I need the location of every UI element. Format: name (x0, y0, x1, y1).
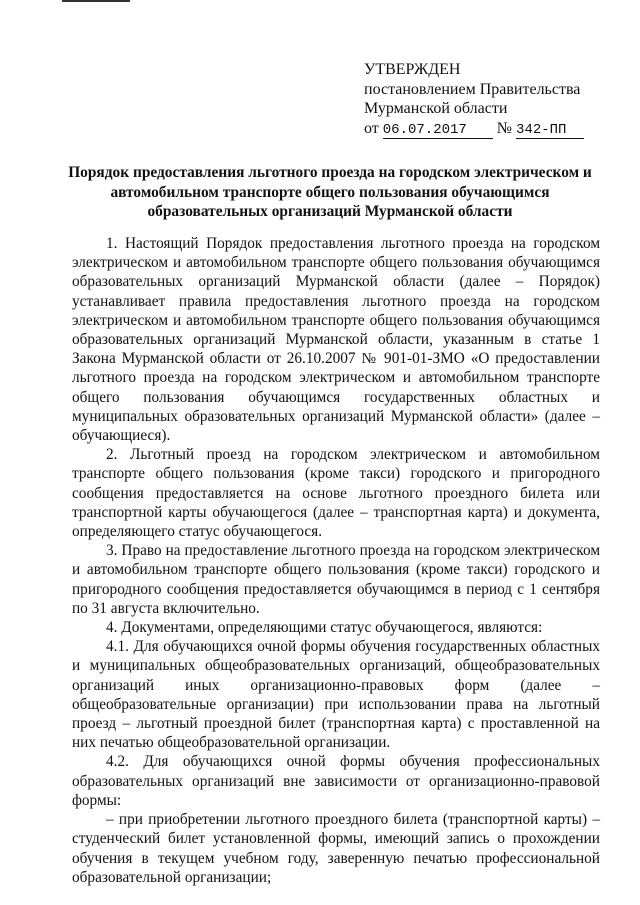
paragraph-4: 4. Документами, определяющими статус обучающегося, являются: (106, 619, 543, 637)
paragraph-4-2-item: – при приобретении льготного проездного билета (транспортной карты) – студенческий билет установленной формы, имеющий запись о прохождении обучения в текущем учебном году, заверенную печатью профессиональной образовательной организации; (72, 811, 600, 886)
approval-block (364, 60, 584, 139)
approval-number: 342-ПП (516, 121, 567, 138)
approval-date: 06.07.2017 (382, 121, 467, 138)
number-field (516, 121, 584, 139)
paragraph-4-1: 4.1. Для обучающихся очной формы обучения государственных областных и муниципальных общеобразовательных организаций, общеобразовательных организаций иных организационно-правовых форм (далее – общеобразовательные организации) при использовании права на льготный проезд – льготный проездной билет (транспортная карта) с проставленной на них печатью общеобразовательной организации. (72, 638, 600, 752)
paragraph-1: 1. Настоящий Порядок предоставления льготного проезда на городском электрическом и автомобильном транспорте общего пользования обучающимся образовательных организаций Мурманской области (далее – Порядок) устанавливает правила предоставления льготного проезда на городском электрическом и автомобильном транспорте общего пользования обучающимся образовательных организаций Мурманской области, указанным в статье 1 Закона Мурманской области от 26.10.2007 № 901-01-ЗМО «О предоставлении льготного проезда на городском электрическом и автомобильном транспорте общего пользования обучающимся государственных областных и муниципальных образовательных организаций Мурманской области» (далее – обучающиеся). (72, 235, 600, 445)
approval-line-2: Мурманской области (364, 100, 508, 117)
number-prefix: № (496, 119, 513, 137)
paragraph-3: 3. Право на предоставление льготного проезда на городском электрическом и автомобильном транспорте общего пользования (кроме такси) городского и пригородного сообщения предоставляется обучающимся в период с 1 сентября по 31 августа включительно. (72, 542, 600, 617)
date-field (383, 121, 493, 139)
approval-date-line (364, 119, 584, 139)
approval-heading: УТВЕРЖДЕН (364, 61, 461, 78)
document-title: Порядок предоставления льготного проезда на городском электрическом и автомобильном транспорте общего пользования обучающимся образовательных организаций Мурманской области (68, 164, 592, 220)
document-body (72, 234, 600, 887)
paragraph-2: 2. Льготный проезд на городском электрическом и автомобильном транспорте общего пользования (кроме такси) городского и пригородного сообщения предоставляется на основе льготного проездного билета или транспортной карты обучающегося (далее – транспортная карта) и документа, определяющего статус обучающегося. (72, 446, 600, 541)
page-top-mark (62, 0, 130, 2)
date-prefix: от (364, 119, 379, 137)
approval-line-1: постановлением Правительства (364, 80, 581, 98)
paragraph-4-2: 4.2. Для обучающихся очной формы обучения профессиональных образовательных организаций вне зависимости от организационно-правовой формы: (72, 753, 600, 809)
